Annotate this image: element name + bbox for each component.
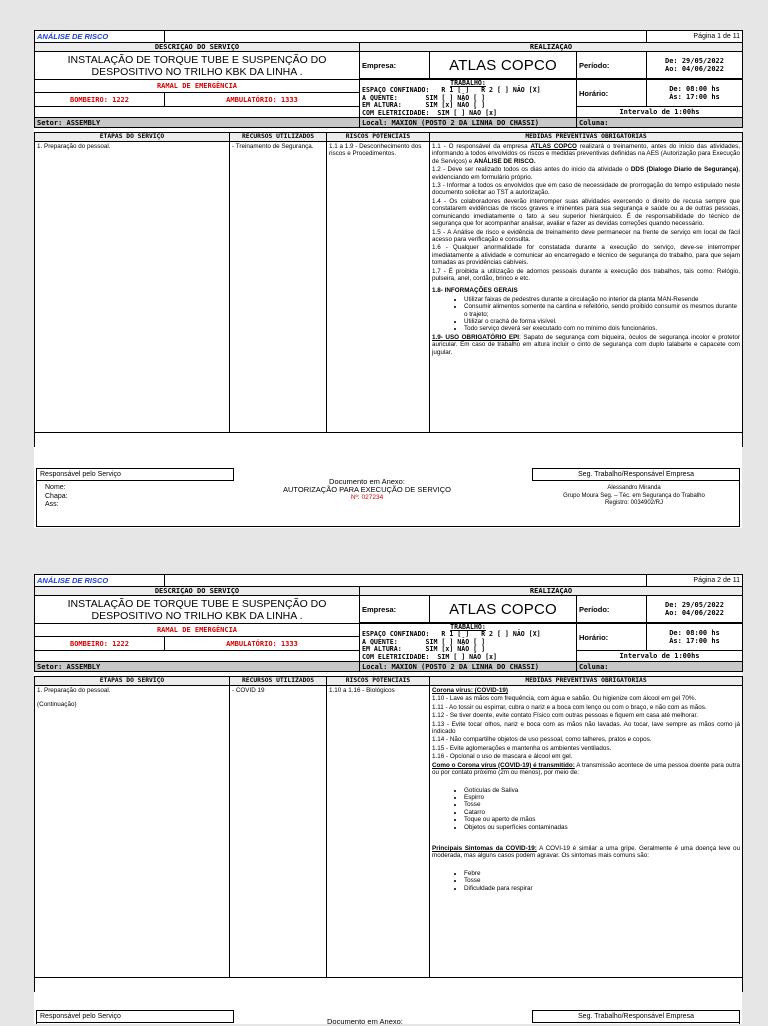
measure-1-6: 1.6 - Qualquer anormalidade for constatada durante a execução do serviço, deve-se interromper imediatamente a atividade e comunicar ao encarregado e técnico de segurança do trabalho, para que sejam tomadas as providências cabíveis. (432, 244, 740, 267)
company-label: Empresa: (360, 52, 430, 79)
col-resources: RECURSOS UTILIZADOS (230, 133, 327, 142)
resource-cell: - COVID 19 (230, 686, 327, 978)
responsible-label: Responsável pelo Serviço (37, 468, 234, 481)
covid-measure: 1.11 - Ao tossir ou espirrar, cubra o nariz e a boca com lenço ou com o braço, e não com as mãos. (432, 703, 707, 711)
footer (36, 1010, 740, 1024)
step-cell: 1. Preparação do pessoal. (Continuação) (35, 686, 230, 978)
covid-title: Corona vírus: (COVID-19) (432, 687, 508, 695)
service-title: INSTALAÇÃO DE TORQUE TUBE E SUSPENÇÃO DO DESPOSITIVO NO TRILHO KBK DA LINHA . (35, 596, 360, 624)
list-item: • Espirro (464, 794, 740, 801)
covid-measure: 1.10 - Lave as mãos com frequência, com água e sabão. Ou higienize com álcool em gel 70%. (432, 695, 697, 703)
break-interval: Intervalo de 1:00hs (577, 107, 743, 118)
measure-1-1: 1.1 - O responsável da empresa ATLAS COPCO realizará o treinamento, antes do início das atividades, informando a todos envolvidos os riscos e medidas preventivas definidas na AES (Autorização para Execução de Serviços) e ANÁLISE DE RISCO. (432, 143, 740, 165)
footer (36, 468, 740, 527)
transmission-text: Como o Corona vírus (COVID-19) é transmitido: A transmissão acontece de uma pessoa doente para outra ou por contato próximo (2m ou menos), por meio de: (432, 761, 740, 777)
emergency-extension: RAMAL DE EMERGÊNCIA (35, 80, 360, 93)
col-measures: MEDIDAS PREVENTIVAS OBRIGATÓRIAS (430, 133, 743, 142)
document-page-1 (34, 30, 742, 528)
list-item: • Todo serviço deverá ser executado com no mínimo dois funcionários. (464, 325, 740, 332)
period-label: Período: (577, 596, 647, 623)
list-item: • Catarro (464, 809, 740, 816)
measure-1-2: 1.2 - Deve ser realizado todos os dias antes do inicio da atividade o DDS (Dialogo Diario de Segurança), evidenciando em formulário próprio. (432, 166, 741, 181)
measures-table (34, 676, 743, 992)
col-steps: ETAPAS DO SERVIÇO (35, 677, 230, 686)
document-brand: ANÁLISE DE RISCO (35, 575, 165, 587)
list-item: • Febre (464, 870, 740, 877)
col-measures: MEDIDAS PREVENTIVAS OBRIGATÓRIAS (430, 677, 743, 686)
page-number: Página 1 de 11 (647, 31, 743, 43)
work-conditions: TRABALHO: ESPAÇO CONFINADO: R 1 [ ] R 2 [ ] NÃO [X] A QUENTE: SIM [ ] NÃO [ ] EM ALTURA: SIM [x] NÃO [ ] COM ELETRICIDADE: SIM [ ] NÃO [x] (360, 624, 577, 662)
document-brand: ANÁLISE DE RISCO (35, 31, 165, 43)
risk-analysis-sheet (34, 574, 742, 992)
covid-measure: 1.12 - Se tiver doente, evite contato Físico com outras pessoas e fiquem em casa até melhorar. (432, 712, 699, 720)
company-name: ATLAS COPCO (430, 596, 577, 623)
col-risks: RISCOS POTENCIAIS (327, 133, 430, 142)
header-table (34, 30, 743, 128)
responsible-fields: Nome: Chapa: Ass: (45, 484, 68, 508)
ambulatory-extension: AMBULATÓRIO: 1333 (165, 92, 360, 107)
description-header: DESCRIÇÃO DO SERVIÇO (35, 587, 360, 596)
period-value: De: 29/05/2022 Ao: 04/06/2022 (647, 596, 743, 623)
document-page-2 (34, 574, 742, 1024)
schedule-value: De: 08:00 hs Às: 17:00 hs (647, 624, 743, 651)
col-resources: RECURSOS UTILIZADOS (230, 677, 327, 686)
covid-measure: 1.13 - Evite tocar olhos, nariz e boca com as mãos não lavadas. Ao tocar, lave sempre as mãos como já indicado (432, 720, 740, 736)
break-interval: Intervalo de 1:00hs (577, 651, 743, 662)
list-item: • Tosse (464, 877, 740, 884)
col-steps: ETAPAS DO SERVIÇO (35, 133, 230, 142)
list-item: • Consumir alimentos somente na cantina e refeitório, sendo proibido consumir os mesmos durante o trajeto; (464, 303, 740, 318)
header-table (34, 574, 743, 672)
measure-1-3: 1.3 - Informar a todos os envolvidos que em caso de necessidade de prorrogação do tempo estipulado neste documento solicitar ao TST a autorização. (432, 182, 740, 197)
page-number: Página 2 de 11 (647, 575, 743, 587)
realization-header: REALIZAÇÃO (360, 587, 743, 596)
ambulatory-extension: AMBULATÓRIO: 1333 (165, 636, 360, 651)
column-field: Coluna: (577, 662, 743, 672)
measures-cell (430, 686, 743, 978)
risk-cell: 1.1 a 1.9 - Desconhecimento dos riscos e Procedimentos. (327, 142, 430, 433)
sector: Setor: ASSEMBLY (35, 662, 360, 672)
description-header: DESCRIÇÃO DO SERVIÇO (35, 43, 360, 52)
measure-1-5: 1.5 - A Análise de risco e evidência de treinamento deve permanecer na frente de serviço em local de fácil acesso para verificação e consulta. (432, 228, 740, 243)
responsible-label: Responsável pelo Serviço (37, 1010, 234, 1023)
col-risks: RISCOS POTENCIAIS (327, 677, 430, 686)
column-field: Coluna: (577, 118, 743, 128)
attached-document: Documento em Anexo: (327, 1017, 403, 1026)
safety-label: Seg. Trabalho/Responsável Empresa (532, 1010, 739, 1023)
list-item: • Dificuldade para respirar (464, 885, 740, 892)
resource-cell: - Treinamento de Segurança. (230, 142, 327, 433)
attached-document: Documento em Anexo: AUTORIZAÇÃO PARA EXECUÇÃO DE SERVIÇO Nº: 027234 (283, 477, 451, 501)
epi-requirement: 1.9- USO OBRIGATÓRIO EPI: Sapato de segurança com biqueira, óculos de segurança incolor e protetor auricular. Em caso de trabalho em altura incluir o cinto de segurança com duplo talabarte e capacete com jugular. (432, 333, 740, 356)
measure-1-7: 1.7 - É proibida a utilização de adornos pessoais durante a execução dos trabalhos, tais como: Relógio, pulseira, anel, cordão, brinco e etc. (432, 267, 740, 282)
covid-measure: 1.14 - Não compartilhe objetos de uso pessoal, como talheres, pratos e copos. (432, 736, 652, 744)
measure-1-4: 1.4 - Os colaboradores deverão interromper suas atividades exercendo o direito de recusa sempre que constatarem evidências de riscos graves e iminentes para sua segurança e saúde ou a de outras pessoas, comunicando imediatamente o fato a seu superior hierárquico. É de responsabilidade do técnico de segurança que for acompanhar analisar, avaliar e fazer as devidas correções quando necessário. (432, 197, 740, 228)
risk-cell: 1.10 a 1.16 - Biológicos (327, 686, 430, 978)
location: Local: MAXION (POSTO 2 DA LINHA DO CHASSI) (360, 662, 577, 672)
schedule-label: Horário: (577, 80, 647, 107)
company-name: ATLAS COPCO (430, 52, 577, 79)
period-label: Período: (577, 52, 647, 79)
general-info-list (432, 296, 740, 333)
list-item: • Gotículas de Saliva (464, 787, 740, 794)
work-conditions: TRABALHO: ESPAÇO CONFINADO: R 1 [ ] R 2 [ ] NÃO [X] A QUENTE: SIM [ ] NÃO [ ] EM ALTURA: SIM [x] NÃO [ ] COM ELETRICIDADE: SIM [ ] NÃO [x] (360, 80, 577, 118)
schedule-label: Horário: (577, 624, 647, 651)
step-cell: 1. Preparação do pessoal. (35, 142, 230, 433)
transmission-list (432, 787, 740, 831)
list-item: • Utilizar o crachá de forma visível. (464, 318, 740, 325)
safety-label: Seg. Trabalho/Responsável Empresa (532, 468, 739, 481)
period-value: De: 29/05/2022 Ao: 04/06/2022 (647, 52, 743, 79)
company-label: Empresa: (360, 596, 430, 623)
sector: Setor: ASSEMBLY (35, 118, 360, 128)
covid-measure: 1.16 - Opcional o uso de mascara e álcool em gel. (432, 753, 573, 761)
general-info-title: 1.8- INFORMAÇÕES GERAIS (432, 287, 518, 295)
covid-measure: 1.15 - Evite aglomerações e mantenha os ambientes ventilados. (432, 744, 612, 752)
measures-table (34, 132, 743, 447)
measures-cell (430, 142, 743, 433)
firefighter-extension: BOMBEIRO: 1222 (35, 92, 165, 107)
list-item: • Toque ou aperto de mãos (464, 816, 740, 823)
schedule-value: De: 08:00 hs Às: 17:00 hs (647, 80, 743, 107)
risk-analysis-sheet (34, 30, 742, 447)
list-item: • Objetos ou superfícies contaminadas (464, 824, 740, 831)
symptoms-text: Principais Sintomas da COVID-19: A COVI-19 é similar a uma gripe. Geralmente é uma doença leve ou moderada, mas alguns casos podem agravar. Os sintomas mais comuns são: (432, 844, 740, 860)
list-item: • Utilizar faixas de pedestres durante a circulação no interior da planta MAN-Resende (464, 296, 740, 303)
emergency-extension: RAMAL DE EMERGÊNCIA (35, 624, 360, 637)
service-title: INSTALAÇÃO DE TORQUE TUBE E SUSPENÇÃO DO DESPOSITIVO NO TRILHO KBK DA LINHA . (35, 52, 360, 80)
firefighter-extension: BOMBEIRO: 1222 (35, 636, 165, 651)
location: Local: MAXION (POSTO 2 DA LINHA DO CHASSI) (360, 118, 577, 128)
safety-signature: Alessandro Miranda Grupo Moura Seg. – Téc. em Segurança do Trabalho Registro: 0034902/RJ (563, 485, 705, 506)
realization-header: REALIZAÇÃO (360, 43, 743, 52)
list-item: • Tosse (464, 801, 740, 808)
symptoms-list (432, 870, 740, 892)
